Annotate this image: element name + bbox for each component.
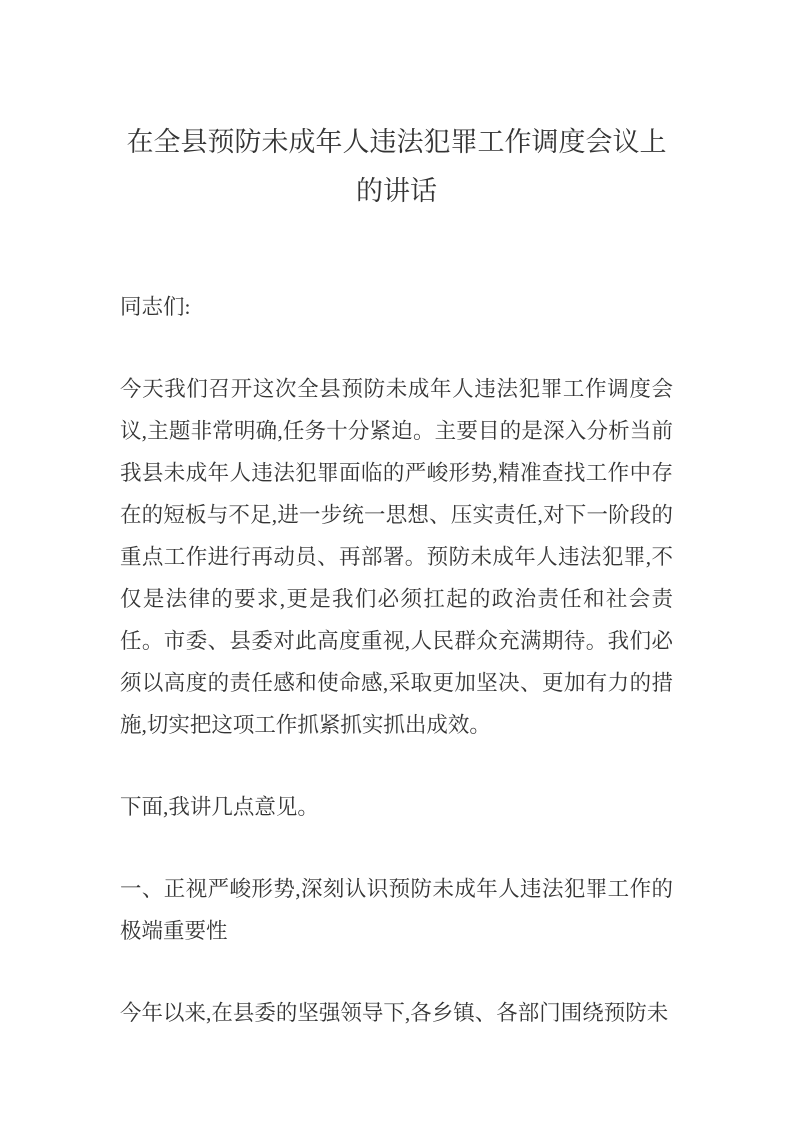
paragraph-section1-body-truncated: 今年以来,在县委的坚强领导下,各乡镇、各部门围绕预防未 xyxy=(120,1001,669,1025)
paragraph-opening: 今天我们召开这次全县预防未成年人违法犯罪工作调度会议,主题非常明确,任务十分紧迫。主要目的是深入分析当前我县未成年人违法犯罪面临的严峻形势,精准查找工作中存在的短板与不足,进一步统一思想、压实责任,对下一阶段的重点工作进行再动员、再部署。预防未成年人违法犯罪,不仅是法律的要求,更是我们必须扛起的政治责任和社会责任。市委、县委对此高度重视,人民群众充满期待。我们必须以高度的责任感和使命感,采取更加坚决、更加有力的措施,切实把这项工作抓紧抓实抓出成效。 xyxy=(120,377,673,737)
paragraph-transition: 下面,我讲几点意见。 xyxy=(120,795,319,819)
section-heading-1: 一、正视严峻形势,深刻认识预防未成年人违法犯罪工作的极端重要性 xyxy=(120,877,673,943)
paragraph-salutation: 同志们: xyxy=(120,295,191,319)
document-title: 在全县预防未成年人违法犯罪工作调度会议上的讲话 xyxy=(126,127,667,206)
